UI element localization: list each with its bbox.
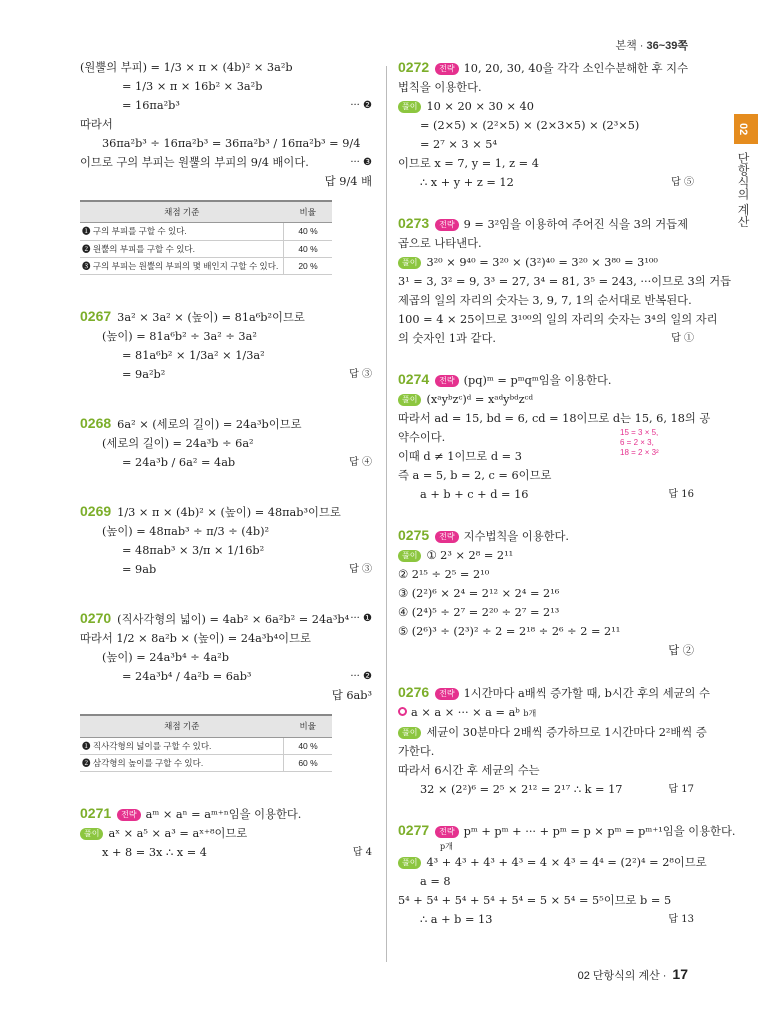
text-line: (원뿔의 부피) = 1/3 × π × (4b)² × 3a²b [80,61,293,74]
table-cell: ❷ 원뿔의 부피를 구할 수 있다. [80,240,284,257]
problem-0273: 0273 전략 9 = 3²임을 이용하여 주어진 식을 3의 거듭제곱으로 나타낸다. [398,215,689,250]
text-line: 36πa²b³ ÷ 16πa²b³ = 36πa²b³ / 16πa²b³ = 9/4 [102,137,361,150]
page-footer: 02 단항식의 계산 · 17 [577,966,688,982]
text-line: = 1/3 × π × 16b² × 3a²b [122,80,263,93]
text-line: ∴ a + b = 13 답 13 [420,913,694,926]
text-line: 풀이 10 × 20 × 30 × 40 [398,97,694,116]
answer: 답 9/4 배 [324,175,372,188]
text-line: 풀이 aˣ × a⁵ × a³ = aˣ⁺⁸이므로 [80,824,372,843]
text-line: 의 숫자인 1과 같다. 답 ① [398,332,694,345]
problem-0270: 0270 (직사각형의 넓이) = 4ab² × 6a²b² = 24a³b⁴ ··· ❶ [80,610,372,627]
table-cell: ❸ 구의 부피는 원뿔의 부피의 몇 배인지 구할 수 있다. [80,257,284,274]
table-cell: ❶ 구의 부피를 구할 수 있다. [80,223,284,240]
chapter-title: 단항식의 계산 [736,152,750,228]
text-line: = 24a³b / 6a² = 4ab 답 ④ [122,456,372,470]
page-header: 본책 · 36~39쪽 [615,40,688,52]
factor-note: 15 = 3 × 5, 6 = 2 × 3, 18 = 2 × 3² [620,428,659,457]
text-line: 100 = 4 × 25이므로 3¹⁰⁰의 일의 자리의 숫자는 3⁴의 일의 자리 [398,313,718,326]
text-line: 이므로 구의 부피는 원뿔의 부피의 9/4 배이다. ··· ❸ [80,156,372,169]
table-cell: ❷ 삼각형의 높이를 구할 수 있다. [80,754,284,771]
problem-0277: 0277 전략 pᵐ + pᵐ + ··· + pᵐ = p × pᵐ = pᵐ⁺¹임을 이용한다. [398,822,736,838]
table-header: 비율 [284,201,333,223]
text-line: 따라서 [80,118,113,131]
table-cell: 40 % [284,223,333,240]
table-header: 채점 기준 [80,201,284,223]
text-line: ③ (2²)⁶ × 2⁴ = 2¹² × 2⁴ = 2¹⁶ [398,587,560,600]
text-line: = 81a⁶b² × 1/3a² × 1/3a² [122,349,265,363]
tip-icon [398,707,407,716]
problem-0272: 0272 전략 10, 20, 30, 40을 각각 소인수분해한 후 지수법칙을 이용한다. [398,59,688,94]
page-number: 17 [672,966,688,982]
table-cell: 40 % [284,240,333,257]
text-line: (세로의 길이) = 24a³b ÷ 6a² [102,437,254,451]
text-line: = 48πab³ × 3/π × 1/16b² [122,544,265,558]
tip-line: a × a × ··· × a = aᵇ b개 [398,703,694,723]
answer: 답 6ab³ [331,689,372,703]
text-line: 32 × (2²)⁶ = 2⁵ × 2¹² = 2¹⁷ ∴ k = 17 답 17 [420,783,694,796]
text-line: 가한다. [398,745,435,758]
problem-0268: 0268 6a² × (세로의 길이) = 24a³b이므로 [80,415,302,432]
table-cell: 60 % [284,754,333,771]
text-line: ⑤ (2⁶)³ ÷ (2³)² ÷ 2 = 2¹⁸ ÷ 2⁶ ÷ 2 = 2¹¹ [398,625,621,638]
text-line: 풀이 ① 2³ × 2⁸ = 2¹¹ [398,546,694,565]
answer: 답 ② [668,644,694,657]
text-line: (높이) = 48πab³ ÷ π/3 ÷ (4b)² [102,525,270,539]
problem-0267: 0267 3a² × 3a² × (높이) = 81a⁶b²이므로 [80,308,305,325]
text-line: 이때 d ≠ 1이므로 d = 3 [398,450,522,463]
table-header: 비율 [284,715,333,737]
text-line: 5⁴ + 5⁴ + 5⁴ + 5⁴ + 5⁴ = 5 × 5⁴ = 5⁵이므로 b = 5 [398,894,672,907]
problem-0271: 0271 전략 aᵐ × aⁿ = aᵐ⁺ⁿ임을 이용한다. [80,805,302,822]
table-header: 채점 기준 [80,715,284,737]
text-line: 풀이 세균이 30분마다 2배씩 증가하므로 1시간마다 2²배씩 증 [398,723,694,742]
text-line: 즉 a = 5, b = 2, c = 6이므로 [398,469,552,482]
text-line: = (2×5) × (2²×5) × (2×3×5) × (2³×5) [420,119,640,132]
text-line: 이므로 x = 7, y = 1, z = 4 [398,157,539,170]
chapter-tab: 02 [734,114,758,144]
left-column [80,58,372,862]
text-line: 따라서 1/2 × 8a²b × (높이) = 24a³b⁴이므로 [80,632,311,646]
text-line: 3¹ = 3, 3² = 9, 3³ = 27, 3⁴ = 81, 3⁵ = 243, ···이므로 3의 거듭 [398,275,732,288]
text-line: a + b + c + d = 16 답 16 [420,488,694,501]
text-line: 약수이다. [398,431,446,444]
text-line: (높이) = 81a⁶b² ÷ 3a² ÷ 3a² [102,330,257,344]
text-line: a = 8 [420,875,451,888]
text-line: 따라서 6시간 후 세균의 수는 [398,764,540,777]
problem-0269: 0269 1/3 × π × (4b)² × (높이) = 48πab³이므로 [80,503,341,520]
scoring-table [80,200,332,275]
text-line: 풀이 4³ + 4³ + 4³ + 4³ = 4 × 4³ = 4⁴ = (2²)⁴ = 2⁸이므로 [398,853,694,872]
text-line: x + 8 = 3x ∴ x = 4 답 4 [102,846,372,860]
text-line: 제곱의 일의 자리의 숫자는 3, 9, 7, 1의 순서대로 반복된다. [398,294,692,307]
problem-0276: 0276 전략 1시간마다 a배씩 증가할 때, b시간 후의 세균의 수 [398,684,710,700]
text-line: 풀이 3²⁰ × 9⁴⁰ = 3²⁰ × (3²)⁴⁰ = 3²⁰ × 3⁸⁰ = 3¹⁰⁰ [398,253,694,272]
text-line: ④ (2⁴)⁵ ÷ 2⁷ = 2²⁰ ÷ 2⁷ = 2¹³ [398,606,560,619]
table-cell: 20 % [284,257,333,274]
column-divider [386,66,387,962]
text-line: ∴ x + y + z = 12 답 ⑤ [420,176,694,189]
text-line: p개 [440,842,453,851]
scoring-table [80,714,332,772]
text-line: ② 2¹⁵ ÷ 2⁵ = 2¹⁰ [398,568,490,581]
text-line: = 24a³b⁴ / 4a²b = 6ab³ ··· ❷ [122,670,372,684]
text-line: 풀이 (xᵃyᵇzᶜ)ᵈ = xᵃᵈyᵇᵈzᶜᵈ [398,390,694,409]
text-line: = 2⁷ × 3 × 5⁴ [420,138,497,151]
text-line: = 9a²b² 답 ③ [122,368,372,382]
problem-0274: 0274 전략 (pq)ᵐ = pᵐqᵐ임을 이용한다. [398,371,612,387]
text-line: = 16πa²b³ ··· ❷ [122,99,372,112]
right-column [398,58,736,929]
problem-0275: 0275 전략 지수법칙을 이용한다. [398,527,570,543]
text-line: 따라서 ad = 15, bd = 6, cd = 18이므로 d는 15, 6, 18의 공 [398,412,711,425]
table-cell: ❶ 직사각형의 넓이를 구할 수 있다. [80,737,284,754]
table-cell: 40 % [284,737,333,754]
text-line: (높이) = 24a³b⁴ ÷ 4a²b [102,651,230,665]
text-line: = 9ab 답 ③ [122,563,372,577]
